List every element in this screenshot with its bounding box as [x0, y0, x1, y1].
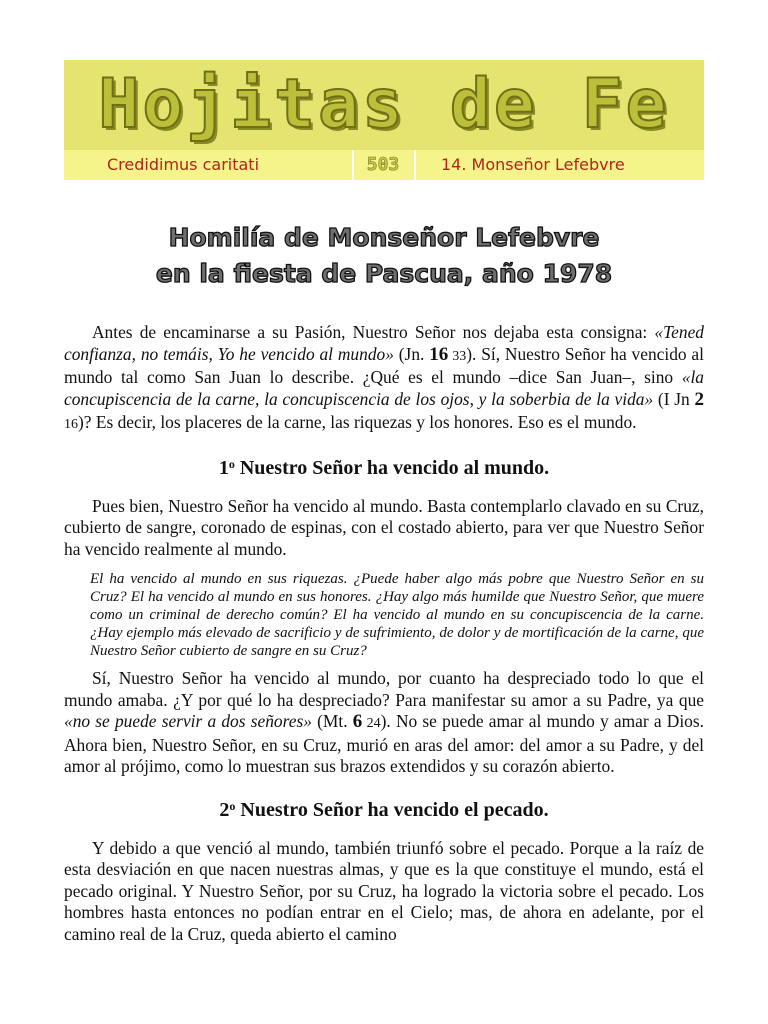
masthead-title: Hojitas de Fe [98, 65, 670, 144]
ordinal-mark: o [229, 798, 236, 813]
section-1-quote: El ha vencido al mundo en sus riquezas. ¿Puede haber algo más pobre que Nuestro Señor en su Cruz? El ha vencido al mundo en sus honores. ¿Hay algo más humilde que Nuestro Señor, que muere como un criminal de derecho común? El ha vencido al mundo en su concupiscencia de la carne. ¿Hay ejemplo más elevado de sacrificio y de sufrimiento, de dolor y de mortificación de la carne, que Nuestro Señor cubierto de sangre en su Cruz? [90, 571, 704, 659]
headline-line-2: en la fiesta de Pascua, año 1978 [155, 259, 613, 288]
scripture-quote: «no se puede servir a dos señores» [64, 711, 312, 731]
chapter-ref: 16 [429, 343, 449, 365]
text: Antes de encaminarse a su Pasión, Nuestro Señor nos dejaba esta consigna: [92, 322, 655, 342]
text: Sí, Nuestro Señor ha vencido al mundo, por cuanto ha despreciado todo lo que el mundo amaba. ¿Y por qué lo ha despreciado? Para manifestar su amor a su Padre, ya que [64, 668, 704, 710]
text: (I Jn [653, 388, 695, 409]
masthead [64, 60, 704, 180]
bar-divider [352, 150, 354, 180]
chapter-ref: 6 [352, 711, 363, 732]
section-1-paragraph-2 [64, 668, 704, 778]
scripture-quote: «la concupiscencia de la carne, la concupiscencia de los ojos, y la soberbia de la vida» [64, 367, 704, 409]
series-title: 14. Monseñor Lefebvre [441, 155, 625, 174]
verse-ref: 16 [64, 417, 78, 432]
issue-number: 503 [366, 154, 400, 175]
article-headline [64, 220, 704, 292]
bar-divider [414, 150, 416, 180]
text: (Mt. [311, 711, 353, 731]
headline-line-1: Homilía de Monseñor Lefebvre [168, 223, 600, 252]
text: ). Sí, Nuestro Señor ha vencido al mundo tal como San Juan lo describe. ¿Qué es el mundo –dice San Juan–, sino [64, 343, 704, 387]
verse-ref: 33 [448, 348, 467, 364]
text: (Jn. [393, 343, 430, 364]
text: )? Es decir, los placeres de la carne, las riquezas y los honores. Eso es el mundo. [78, 412, 637, 432]
section-title: Nuestro Señor ha vencido al mundo. [234, 456, 550, 479]
section-1-paragraph-1: Pues bien, Nuestro Señor ha vencido al mundo. Basta contemplarlo clavado en su Cruz, cubierto de sangre, coronado de espinas, con el costado abierto, para ver que Nuestro Señor ha vencido realmente al mundo. [64, 495, 704, 559]
section-title: Nuestro Señor ha vencido el pecado. [235, 798, 549, 821]
section-number: 2 [219, 798, 230, 821]
intro-paragraph [64, 322, 704, 436]
article-body [64, 322, 704, 945]
section-number: 1 [218, 456, 229, 479]
section-2-paragraph-1: Y debido a que venció al mundo, también triunfó sobre el pecado. Porque a la raíz de esta desviación en que nacen nuestras almas, y que es la que constituye el mundo, está el pecado original. Y Nuestro Señor, por su Cruz, ha logrado la victoria sobre el pecado. Los hombres hasta entonces no podían entrar en el Cielo; mas, de ahora en adelante, por el camino real de la Cruz, queda abierto el camino [64, 837, 704, 944]
section-1-heading [64, 452, 704, 480]
masthead-bar [64, 150, 704, 180]
scripture-quote: «Tened confianza, no temáis, Yo he vencido al mundo» [64, 322, 704, 364]
text: ). No se puede amar al mundo y amar a Dios. Ahora bien, Nuestro Señor, en su Cruz, murió en aras del amor: del amor a su Padre, y del amor al prójimo, como lo muestran sus brazos extendidos y su corazón abierto. [64, 711, 704, 776]
motto: Credidimus caritati [107, 155, 260, 174]
section-2-heading [64, 794, 704, 822]
ordinal-mark: o [228, 456, 235, 471]
verse-ref: 24 [362, 716, 381, 731]
chapter-ref: 2 [694, 388, 704, 410]
